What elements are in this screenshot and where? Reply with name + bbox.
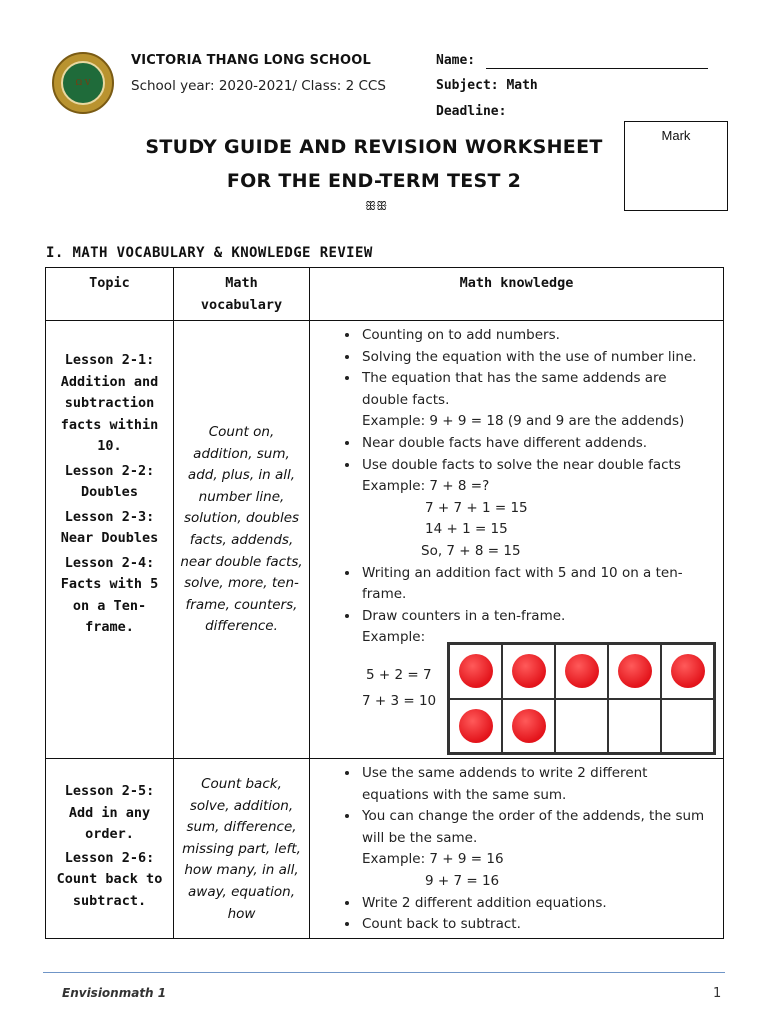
- red-counter: [671, 654, 705, 688]
- list-item: • Counting on to add numbers.: [360, 325, 715, 347]
- name-field-line[interactable]: [486, 68, 708, 69]
- example-line: 14 + 1 = 15: [425, 521, 508, 538]
- school-year: School year: 2020-2021/ Class: 2 CCS: [131, 78, 386, 94]
- ten-frame-cell: [449, 699, 502, 754]
- topic-item: Lesson 2-5: Add in any order.: [64, 783, 155, 842]
- list-item: • Count back to subtract.: [360, 914, 715, 936]
- mark-label: Mark: [661, 128, 691, 143]
- vocabulary-cell: [174, 321, 310, 759]
- list-item-example: Example: 9 + 9 = 18 (9 and 9 are the addends): [362, 413, 685, 430]
- list-item: [360, 455, 715, 563]
- page-number: 1: [713, 986, 722, 1001]
- knowledge-cell: [310, 759, 724, 939]
- list-item: • Solving the equation with the use of number line.: [360, 347, 715, 369]
- topic-item: Lesson 2-2: Doubles: [64, 462, 155, 500]
- school-logo: [52, 52, 114, 114]
- list-item-example: Example: 7 + 8 =?: [362, 478, 490, 495]
- ten-frame: [447, 642, 716, 755]
- example-line: 7 + 7 + 1 = 15: [425, 499, 528, 516]
- list-item-text: Use double facts to solve the near double facts: [362, 456, 681, 473]
- section-heading: I. MATH VOCABULARY & KNOWLEDGE REVIEW: [46, 245, 373, 261]
- ten-frame-cell: [555, 644, 608, 699]
- header-vocabulary: [174, 268, 310, 321]
- title-ornament: ꕥꕥ: [365, 199, 388, 213]
- topic-cell: [46, 759, 174, 939]
- worksheet-title: STUDY GUIDE AND REVISION WORKSHEET: [145, 136, 603, 158]
- topic-item: Lesson 2-4: Facts with 5 on a Ten-frame.: [60, 554, 159, 635]
- red-counter: [512, 709, 546, 743]
- review-table: [45, 267, 724, 939]
- ten-frame-cell: [555, 699, 608, 754]
- footer-divider: [43, 972, 725, 973]
- vocabulary-text: Count on, addition, sum, add, plus, in all, number line, solution, doubles facts, addends, near double facts, solve, more, ten-frame, counters, difference.: [180, 424, 303, 635]
- example-line: 9 + 7 = 16: [425, 872, 500, 889]
- list-item-text: You can change the order of the addends, the sum will be the same.: [362, 808, 705, 846]
- topic-item: Lesson 2-6: Count back to subtract.: [56, 849, 163, 909]
- red-counter: [459, 709, 493, 743]
- table-row: [46, 759, 724, 939]
- list-item-text: Draw counters in a ten-frame.: [362, 607, 566, 624]
- mark-box: [624, 121, 728, 211]
- logo-text: Ω V: [75, 78, 91, 87]
- knowledge-list: [336, 325, 715, 649]
- school-name: VICTORIA THANG LONG SCHOOL: [131, 53, 371, 68]
- logo-emblem: [61, 61, 105, 105]
- deadline-label: Deadline:: [436, 104, 507, 119]
- list-item-example: Example:: [362, 629, 426, 646]
- header-vocabulary-text: Math vocabulary: [200, 275, 283, 313]
- list-item: • Writing an addition fact with 5 and 10 on a ten-frame.: [360, 563, 715, 606]
- list-item: [360, 806, 715, 892]
- topic-item: Lesson 2-3: Near Doubles: [60, 508, 159, 546]
- list-item: • Write 2 different addition equations.: [360, 893, 715, 915]
- header-knowledge: Math knowledge: [310, 268, 724, 321]
- list-item-example: Example: 7 + 9 = 16: [362, 851, 504, 868]
- vocabulary-text: Count back, solve, addition, sum, difference, missing part, left, how many, in all, away, equation, how: [182, 776, 301, 922]
- list-item: • Near double facts have different addends.: [360, 433, 715, 455]
- ten-frame-cell: [661, 644, 714, 699]
- ten-frame-cell: [449, 644, 502, 699]
- list-item: • Use the same addends to write 2 different equations with the same sum.: [360, 763, 715, 806]
- footer-book-title: Envisionmath 1: [62, 986, 167, 1000]
- red-counter: [512, 654, 546, 688]
- topic-cell: [46, 321, 174, 759]
- ten-frame-cell: [502, 699, 555, 754]
- subject-label: Subject: Math: [436, 78, 538, 93]
- example-line: So, 7 + 8 = 15: [421, 542, 521, 559]
- table-row: [46, 321, 724, 759]
- topic-list: [46, 759, 173, 912]
- worksheet-subtitle: FOR THE END-TERM TEST 2: [226, 170, 522, 192]
- ten-frame-cell: [608, 644, 661, 699]
- red-counter: [565, 654, 599, 688]
- red-counter: [618, 654, 652, 688]
- knowledge-list: [336, 763, 715, 936]
- header-topic: Topic: [46, 268, 174, 321]
- ten-frame-cell: [608, 699, 661, 754]
- table-header-row: [46, 268, 724, 321]
- example-equation: 7 + 3 = 10: [362, 692, 437, 709]
- vocabulary-cell: [174, 759, 310, 939]
- name-label: Name:: [436, 53, 476, 68]
- list-item: [360, 368, 715, 433]
- example-equation: 5 + 2 = 7: [366, 666, 432, 683]
- red-counter: [459, 654, 493, 688]
- list-item-text: The equation that has the same addends are double facts.: [362, 370, 667, 408]
- ten-frame-cell: [502, 644, 555, 699]
- knowledge-cell: [310, 321, 724, 759]
- topic-list: [46, 321, 173, 639]
- ten-frame-cell: [661, 699, 714, 754]
- knowledge-content: [310, 759, 723, 936]
- topic-item: Lesson 2-1: Addition and subtraction facts within 10.: [60, 352, 159, 454]
